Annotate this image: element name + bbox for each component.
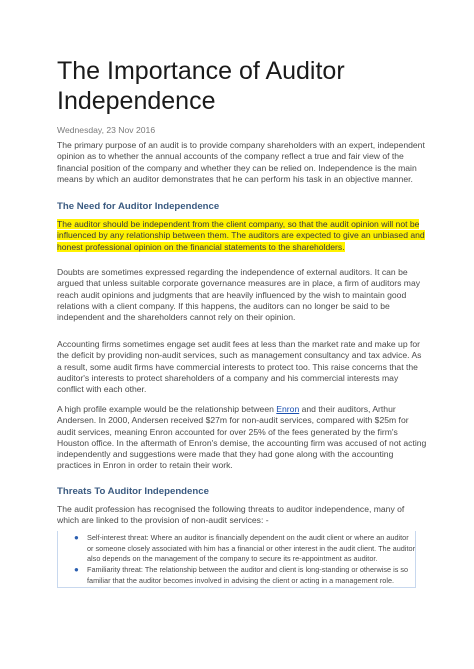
enron-paragraph [57, 404, 427, 472]
bullet-icon: ● [74, 533, 79, 542]
doubts-paragraph: Doubts are sometimes expressed regarding the independence of external auditors. It can be argued that unless suitable corporate governance measures are in place, a firm of auditors may reach audit opinions and judgments that are heavily influenced by the wish to maintain good relations with a client company. If this happens, the auditors can no longer be said to be independent and the shareholders cannot rely on their opinion. [57, 267, 421, 323]
enron-link[interactable]: Enron [276, 404, 300, 414]
highlight-text: The auditor should be independent from the client company, so that the audit opinion will not be influenced by any relationship between them. The auditors are expected to give an unbiased and honest professional opinion on the financial statements to the shareholders. [57, 219, 425, 252]
heading-need-for-independence: The Need for Auditor Independence [57, 201, 220, 212]
heading-threats: Threats To Auditor Independence [57, 486, 209, 497]
threats-list [57, 531, 416, 588]
enron-text-after: and their auditors, Arthur Andersen. In 2000, Andersen received $27m for non-audit services, compared with $25m for audit services, meaning Enron accounted for over 25% of the fees generated by the firm's Houston office. In the aftermath of Enron's demise, the accounting firm was accused of not acting independently and suggestions were made that they had gone along with the accounting practices in Enron in order to retain their work. [57, 404, 427, 471]
highlighted-paragraph [57, 219, 427, 253]
post-date: Wednesday, 23 Nov 2016 [57, 125, 156, 135]
list-item-text: Self-interest threat: Where an auditor is financially dependent on the audit client or where an auditor or someone closely associated with him has a financial or other interest in the audit client. The auditor also depends on the management of the company to secure its re-appointment as auditor. [87, 533, 415, 564]
intro-paragraph: The primary purpose of an audit is to provide company shareholders with an expert, independent opinion as to whether the annual accounts of the company reflect a true and fair view of the financial position of the company and whether they can be relied on. Independence is the main means by which an auditor demonstrates that he can perform his task in an objective manner. [57, 140, 425, 184]
enron-text-before: A high profile example would be the relationship between [57, 404, 277, 414]
page-title: The Importance of Auditor Independence [57, 57, 345, 115]
bullet-icon: ● [74, 565, 79, 575]
list-item-self-interest-threat [58, 533, 415, 565]
list-item-text: Familiarity threat: The relationship between the auditor and client is long-standing or otherwise is so familiar that the auditor becomes involved in advising the client or acting in a management role. [87, 565, 409, 585]
threats-intro-paragraph: The audit profession has recognised the following threats to auditor independence, many of which are linked to the provision of non-audit services: - [57, 504, 405, 526]
accounting-firms-paragraph: Accounting firms sometimes engage set audit fees at less than the market rate and make up for the deficit by providing non-audit services, such as management consultancy and tax advice. As a result, some audit firms have commercial interests to protect too. This raise concerns that the auditor's interests to protect shareholders of a company and his commercial interests may conflict with each other. [57, 339, 422, 395]
list-item-familiarity-threat [58, 565, 415, 586]
